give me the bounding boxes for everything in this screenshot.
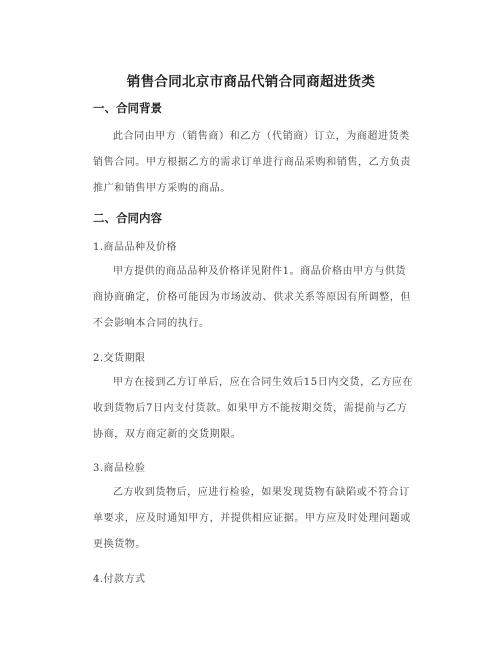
item-title-payment: 4.付款方式 (93, 574, 146, 585)
item-title-delivery: 2.交货期限 (93, 353, 146, 364)
item-paragraph-inspection: 乙方收到货物后，应进行检验，如果发现货物有缺陷或不符合订单要求，应及时通知甲方，并提供相应证据。甲方应及时处理问题或更换货物。 (93, 487, 411, 550)
document-title: 销售合同北京市商品代销合同商超进货类 (126, 74, 376, 90)
item-title-inspection: 3.商品检验 (93, 463, 146, 474)
item-paragraph-delivery: 甲方在接到乙方订单后，应在合同生效后15日内交货，乙方应在收到货物后7日内支付货款。如果甲方不能按期交货，需提前与乙方协商，双方商定新的交货期限。 (93, 377, 414, 440)
section-heading-background: 一、合同背景 (93, 101, 162, 115)
section-paragraph-background: 此合同由甲方（销售商）和乙方（代销商）订立，为商超进货类销售合同。甲方根据乙方的需求订单进行商品采购和销售，乙方负责推广和销售甲方采购的商品。 (93, 131, 411, 194)
item-paragraph-price: 甲方提供的商品品种及价格详见附件1。商品价格由甲方与供货商协商确定，价格可能因为市场波动、供求关系等原因有所调整，但不会影响本合同的执行。 (93, 266, 411, 329)
item-title-price: 1.商品品种及价格 (93, 242, 178, 253)
section-heading-content: 二、合同内容 (93, 211, 162, 225)
